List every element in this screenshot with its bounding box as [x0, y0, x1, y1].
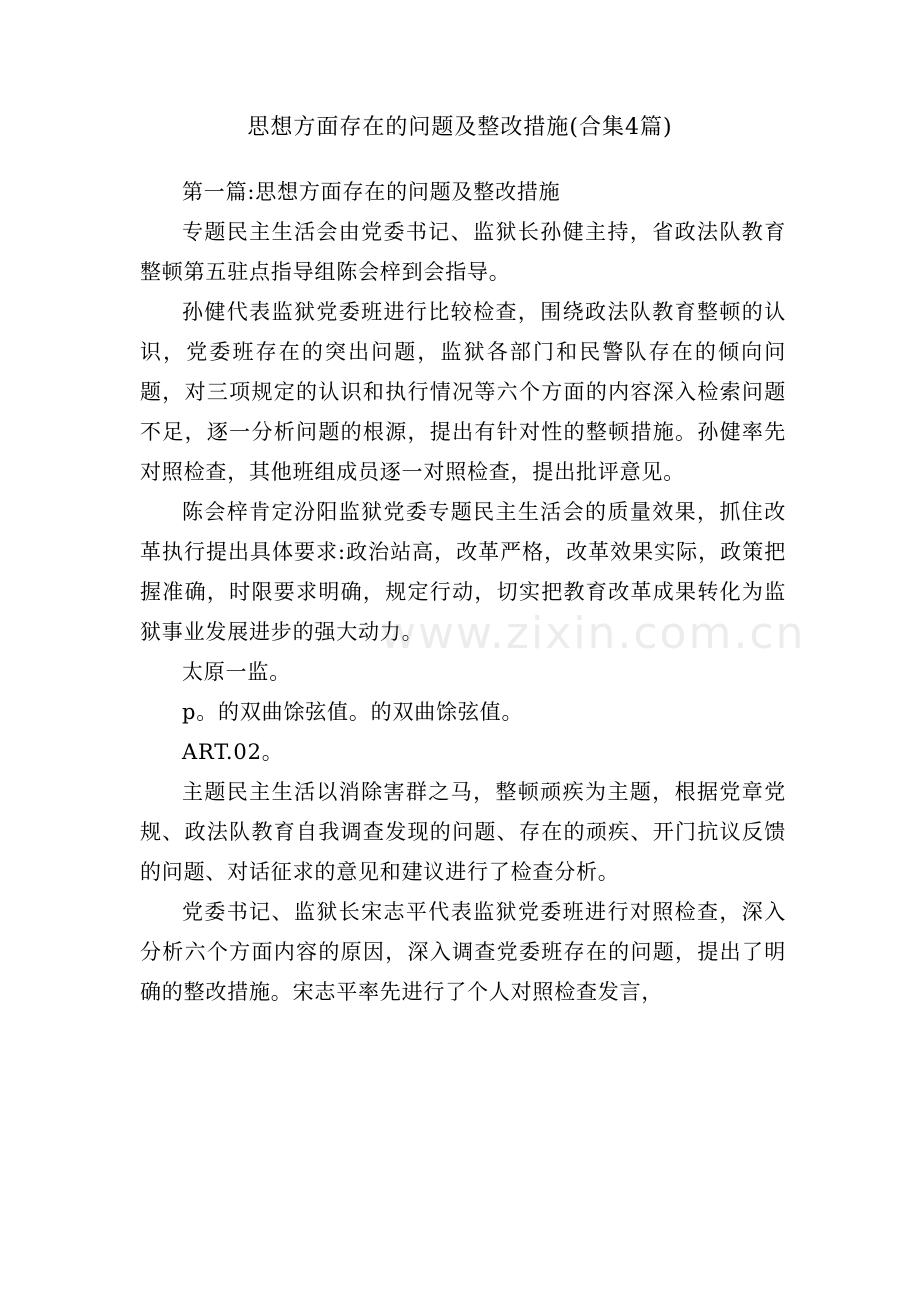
section-heading: 第一篇:思想方面存在的问题及整改措施 — [182, 180, 561, 204]
watermark: www.zixin.com.cn — [380, 608, 806, 659]
body-paragraph: 党委书记、监狱长宋志平代表监狱党委班进行对照检查，深入分析六个方面内容的原因，深入调查党委班存在的问题，提出了明确的整改措施。宋志平率先进行了个人对照检查发言， — [140, 900, 786, 1004]
body-paragraph: ART.02。 — [182, 740, 284, 764]
body-paragraph: 太原一监。 — [182, 660, 291, 684]
document-title: 思想方面存在的问题及整改措施(合集4篇) — [247, 115, 673, 140]
body-paragraph: p。的双曲馀弦值。的双曲馀弦值。 — [182, 700, 524, 724]
body-paragraph: 孙健代表监狱党委班进行比较检查，围绕政法队教育整顿的认识，党委班存在的突出问题，监狱各部门和民警队存在的倾向问题，对三项规定的认识和执行情况等六个方面的内容深入检索问题不足，逐一分析问题的根源，提出有针对性的整顿措施。孙健率先对照检查，其他班组成员逐一对照检查，提出批评意见。 — [140, 300, 786, 484]
body-paragraph: 陈会梓肯定汾阳监狱党委专题民主生活会的质量效果，抓住改革执行提出具体要求:政治站高，改革严格，改革效果实际，政策把握准确，时限要求明确，规定行动，切实把教育改革成果转化为监狱事业发展进步的强大动力。 — [140, 500, 786, 644]
body-paragraph: 主题民主生活以消除害群之马，整顿顽疾为主题，根据党章党规、政法队教育自我调查发现的问题、存在的顽疾、开门抗议反馈的问题、对话征求的意见和建议进行了检查分析。 — [140, 780, 786, 884]
document-body — [140, 172, 786, 1012]
body-paragraph: 专题民主生活会由党委书记、监狱长孙健主持，省政法队教育整顿第五驻点指导组陈会梓到会指导。 — [140, 220, 786, 284]
